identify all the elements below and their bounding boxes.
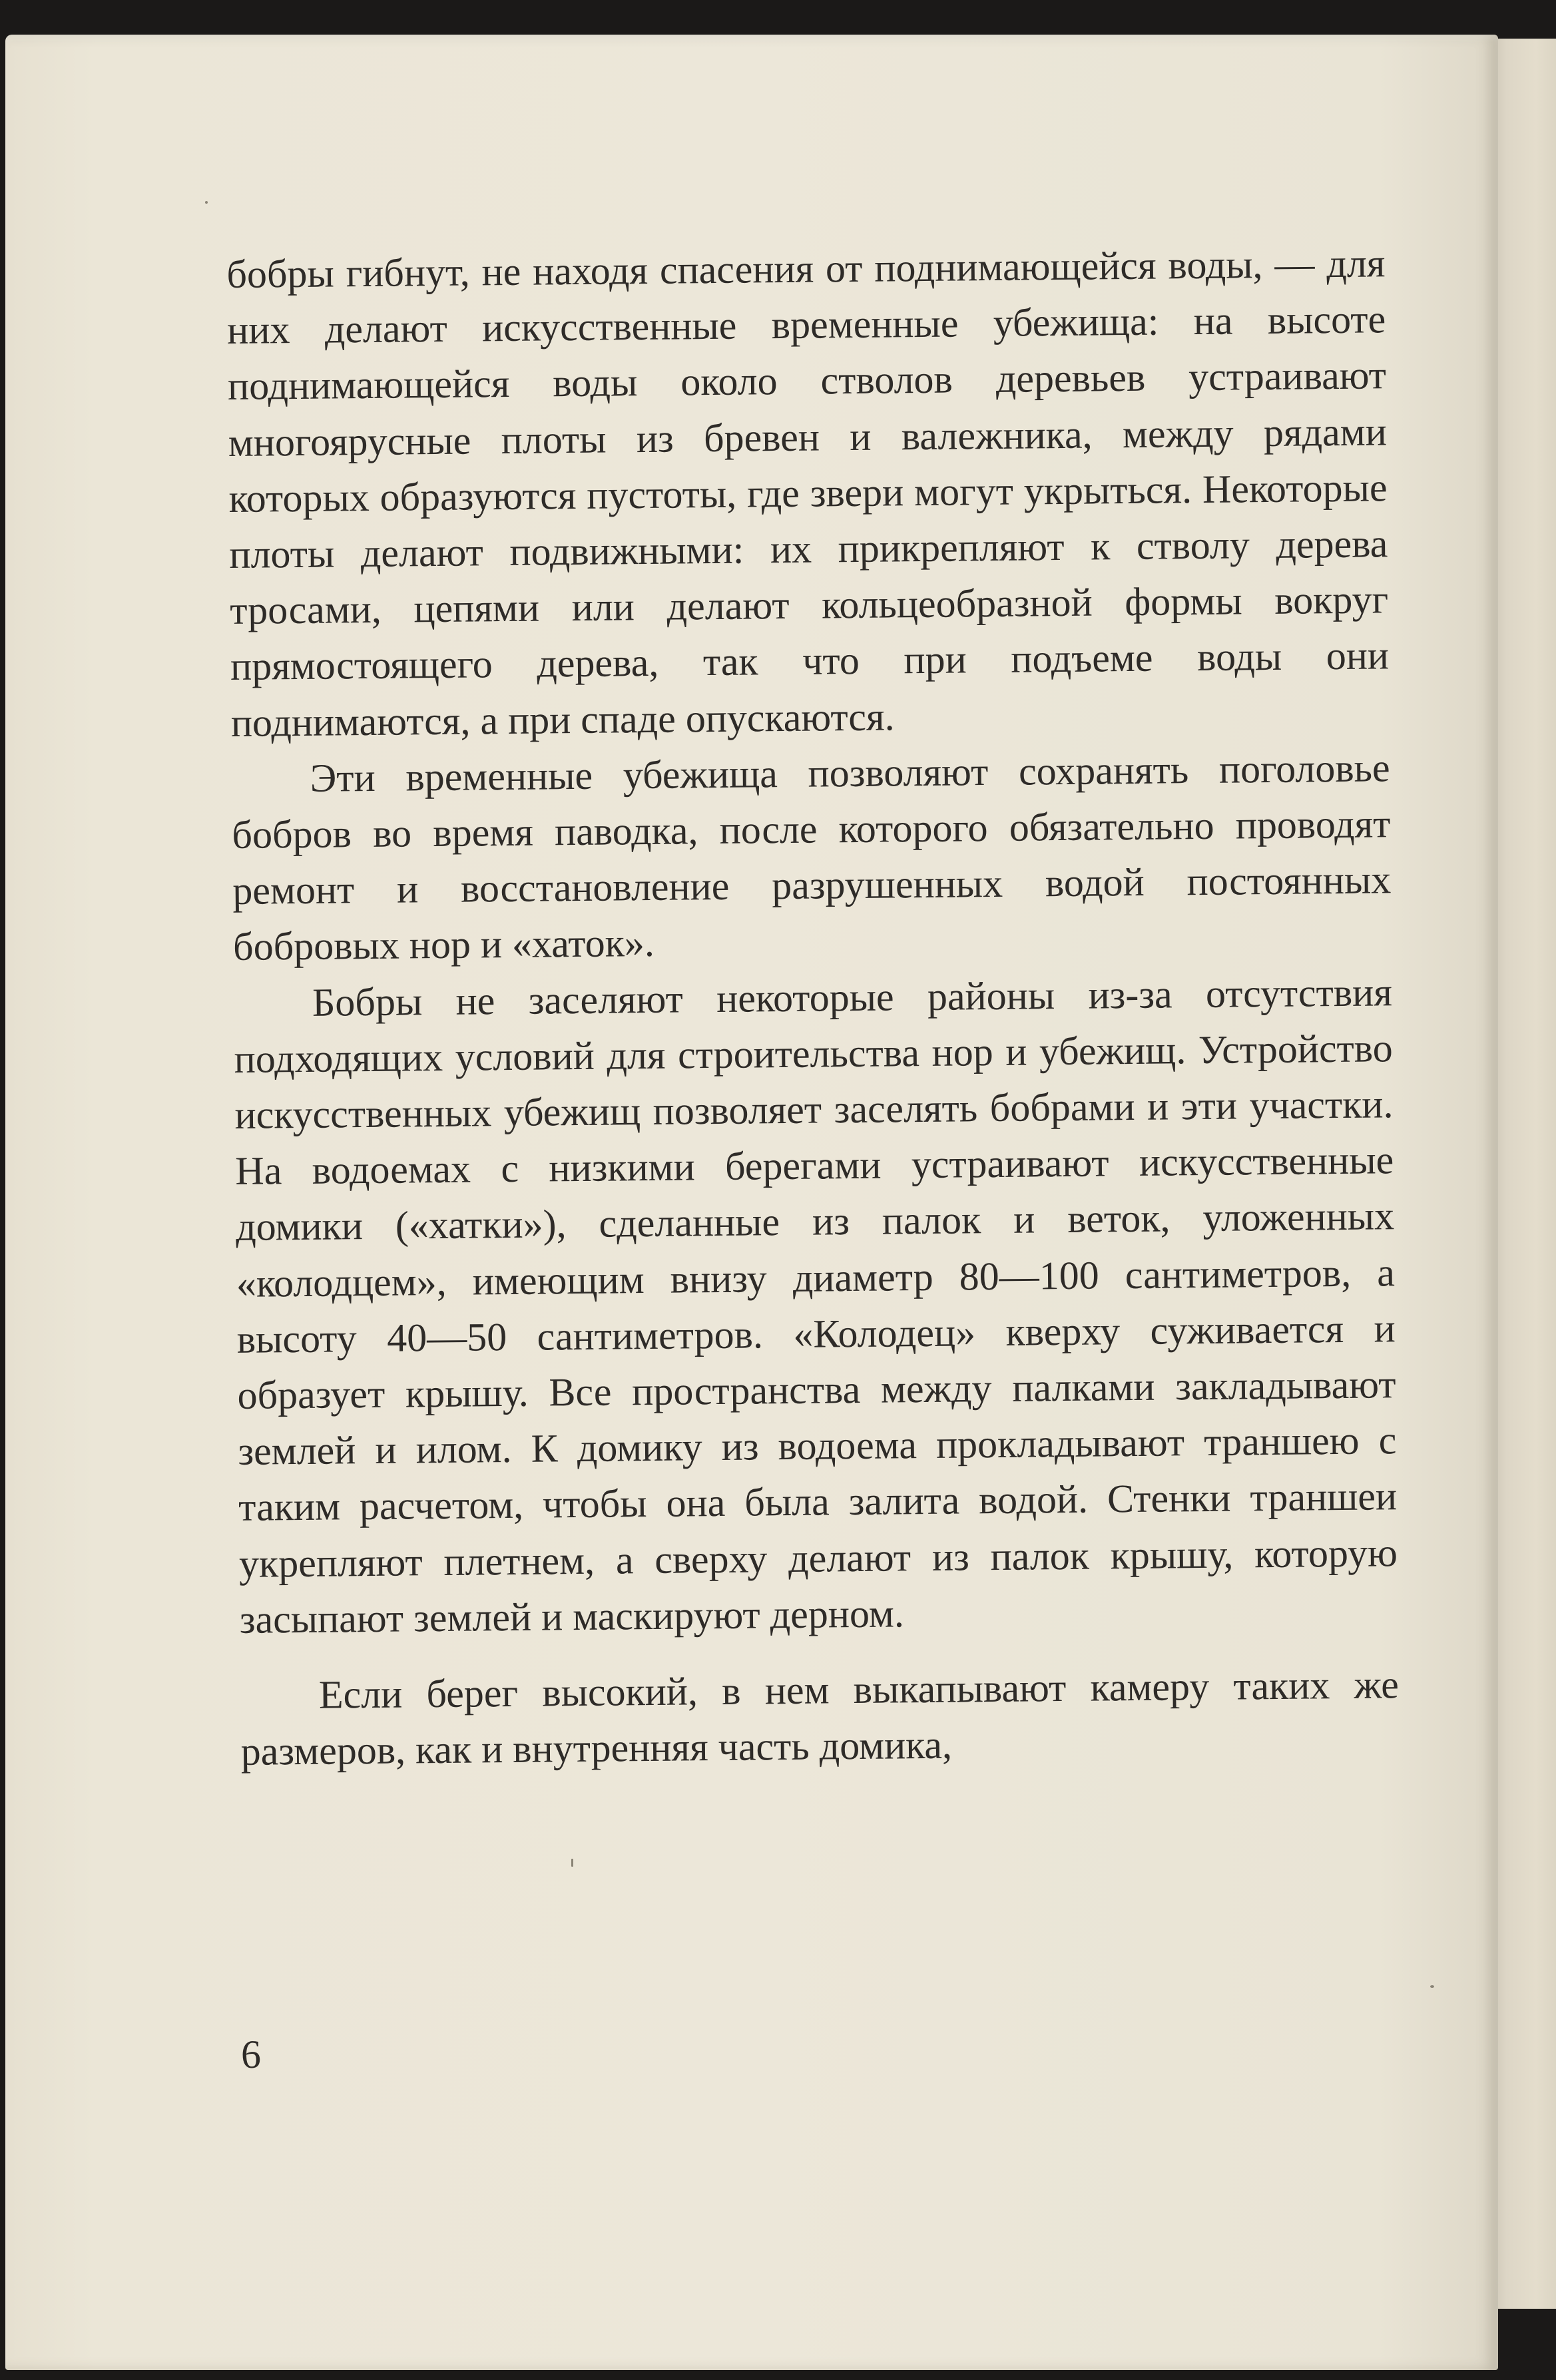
- next-page-edge: [1490, 39, 1556, 2309]
- paragraph: Если берег высокий, в нем выкапывают камеру таких же размеров, как и внутренняя часть домика,: [240, 1662, 1400, 1774]
- paragraph: бобры гибнут, не находя спасения от поднимающейся воды, — для них делают искусственные временные убежища: на высоте поднимающейся воды около стволов деревьев устраивают многоярусные плоты из бревен и валежника, между рядами которых образуются пустоты, где звери могут укрыться. Некоторые плоты делают подвижными: их прикрепляют к стволу дерева тросами, цепями или делают кольцеобразной формы вокруг прямостоящего дерева, так что при подъеме воды они поднимаются, а при спаде опускаются.: [226, 241, 1390, 745]
- page-number: 6: [241, 2032, 261, 2076]
- paragraph: Бобры не заселяют некоторые районы из-за отсутствия подходящих условий для строительства нор и убежищ. Устройство искусственных убежищ позволяет заселять бобрами и эти участки. На водоемах с низкими берегами устраивают искусственные домики («хатки»), сделанные из палок и веток, уложенных «колодцем», имеющим внизу диаметр 80—100 сантиметров, а высоту 40—50 сантиметров. «Колодец» кверху суживается и образует крышу. Все пространства между палками закладывают землей и илом. К домику из водоема прокладывают траншею с таким расчетом, чтобы она была залита водой. Стенки траншеи укрепляют плетнем, а сверху делают из палок крышу, которую засыпают землей и маскируют дерном.: [234, 969, 1398, 1642]
- paragraph: Эти временные убежища позволяют сохранять поголовье бобров во время паводка, после которого обязательно проводят ремонт и восстановление разрушенных водой постоянных бобровых нор и «хаток».: [232, 746, 1392, 969]
- paper-speck: [205, 201, 208, 204]
- paper-speck: [1430, 1985, 1434, 1988]
- paper-speck: [571, 1859, 573, 1867]
- body-text: [226, 235, 1400, 1780]
